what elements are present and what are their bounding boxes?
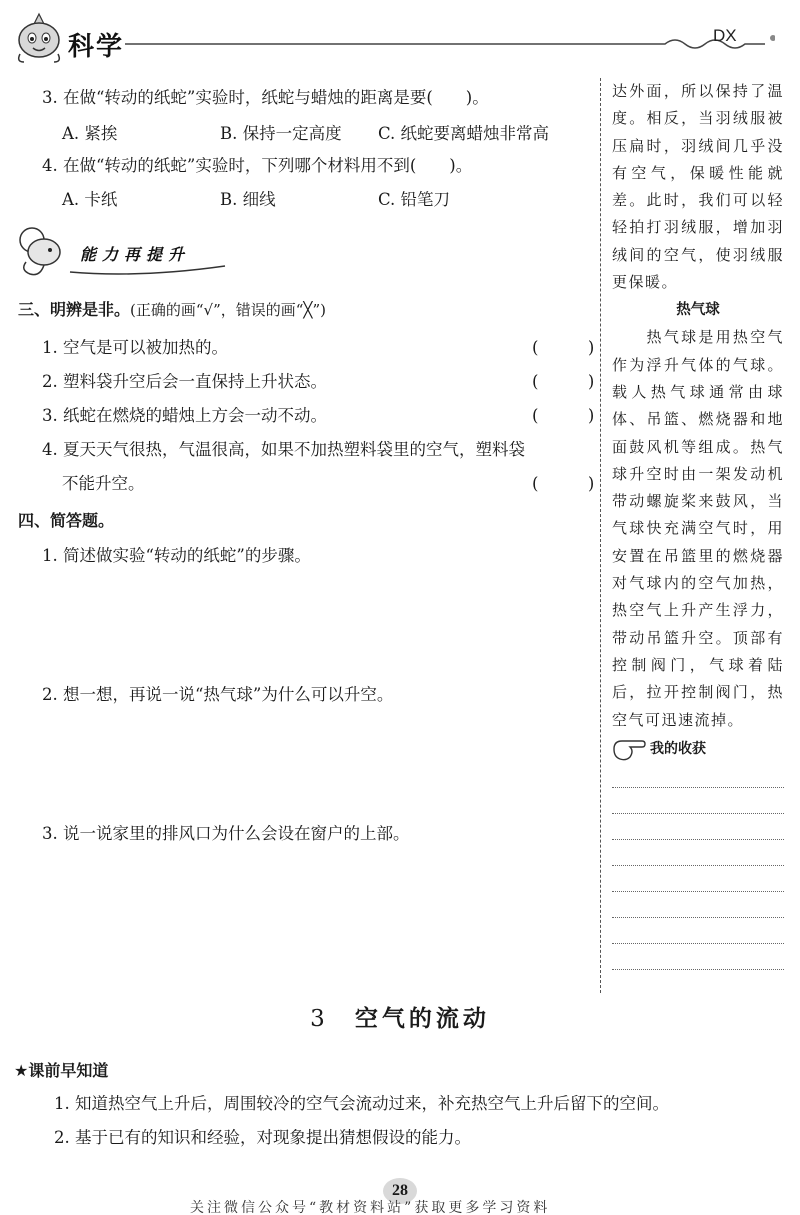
footer-text: 关注微信公众号“教材资料站”获取更多学习资料 [190, 1200, 551, 1215]
question-3: 3. 在做“转动的纸蛇”实验时，纸蛇与蜡烛的距离是要( )。 [42, 88, 489, 107]
option-c: C. 铅笔刀 [378, 190, 451, 209]
writing-line[interactable] [612, 813, 784, 814]
writing-line[interactable] [612, 839, 784, 840]
sidebar-paragraph-2: 热气球是用热空气作为浮升气体的气球。载人热气球通常由球体、吊篮、燃烧器和地面鼓风机等组成。热气球升空时由一架发动机带动螺旋桨来鼓风，当气球快充满空气时，用安置在吊篮里的燃烧器对气球内的空气加热，热空气上升产生浮力，带动吊篮升空。顶部有控制阀门，气球着陆后，拉开控制阀门，热空气可迅速流掉。 [612, 328, 784, 729]
judge-item-1: 1. 空气是可以被加热的。 [42, 338, 228, 357]
option-c: C. 纸蛇要离蜡烛非常高 [378, 124, 550, 143]
harvest-heading [612, 735, 784, 765]
writing-line[interactable] [612, 917, 784, 918]
sidebar-title: 热气球 [676, 302, 720, 319]
option-a: A. 紧挨 [62, 124, 118, 143]
writing-line[interactable] [612, 787, 784, 788]
page-number: 28 [383, 1178, 417, 1204]
judge-item-2: 2. 塑料袋升空后会一直保持上升状态。 [42, 372, 327, 391]
pre-class-item-1: 1. 知道热空气上升后，周围较冷的空气会流动过来，补充热空气上升后留下的空间。 [54, 1094, 669, 1113]
writing-line[interactable] [612, 891, 784, 892]
answer-paren[interactable]: ( ) [532, 474, 595, 493]
page-header [0, 0, 800, 70]
judge-item-4-cont: 不能升空。 [62, 474, 145, 493]
question-3-options [62, 120, 550, 144]
lesson-number: 3 [310, 1006, 329, 1032]
header-divider [125, 32, 775, 52]
short-answer-1: 1. 简述做实验“转动的纸蛇”的步骤。 [42, 546, 311, 565]
mascot-icon [10, 10, 68, 66]
option-a: A. 卡纸 [62, 190, 118, 209]
edition-code: DX [713, 26, 737, 45]
section-4-title: 四、简答题。 [18, 511, 115, 530]
question-4-options [62, 186, 536, 210]
lesson-title [0, 1000, 800, 1033]
judge-item-4: 4. 夏天天气很热，气温很高，如果不加热塑料袋里的空气，塑料袋 [42, 440, 525, 459]
writing-line[interactable] [612, 943, 784, 944]
lesson-name: 空气的流动 [354, 1006, 490, 1032]
answer-paren[interactable]: ( ) [532, 372, 595, 391]
section-3-title: 三、明辨是非。 [18, 300, 131, 319]
question-4: 4. 在做“转动的纸蛇”实验时，下列哪个材料用不到( )。 [42, 156, 473, 175]
pointing-hand-icon [612, 735, 646, 763]
section-3-heading [18, 297, 326, 320]
subject-title: 科学 [68, 32, 125, 62]
sidebar-paragraph-1: 达外面，所以保持了温度。相反，当羽绒服被压扁时，羽绒间几乎没有空气，保暖性能就差。此时，我们可以轻轻拍打羽绒服，增加羽绒间的空气，使羽绒服更保暖。 [612, 82, 784, 292]
judge-item-3: 3. 纸蛇在燃烧的蜡烛上方会一动不动。 [42, 406, 327, 425]
answer-paren[interactable]: ( ) [532, 406, 595, 425]
column-divider [600, 78, 601, 993]
writing-line[interactable] [612, 969, 784, 970]
sidebar [612, 78, 784, 734]
section-3-note: (正确的画“√”，错误的画“╳”) [130, 301, 326, 319]
short-answer-2: 2. 想一想，再说一说“热气球”为什么可以升空。 [42, 685, 394, 704]
banner-title: 能力再提升 [80, 245, 191, 264]
option-b: B. 保持一定高度 [220, 124, 342, 143]
answer-paren[interactable]: ( ) [532, 338, 595, 357]
harvest-label: 我的收获 [650, 741, 706, 757]
writing-line[interactable] [612, 865, 784, 866]
pre-class-heading: ★课前早知道 [14, 1061, 109, 1080]
pre-class-item-2: 2. 基于已有的知识和经验，对现象提出猜想假设的能力。 [54, 1128, 471, 1147]
short-answer-3: 3. 说一说家里的排风口为什么会设在窗户的上部。 [42, 824, 410, 843]
option-b: B. 细线 [220, 190, 276, 209]
